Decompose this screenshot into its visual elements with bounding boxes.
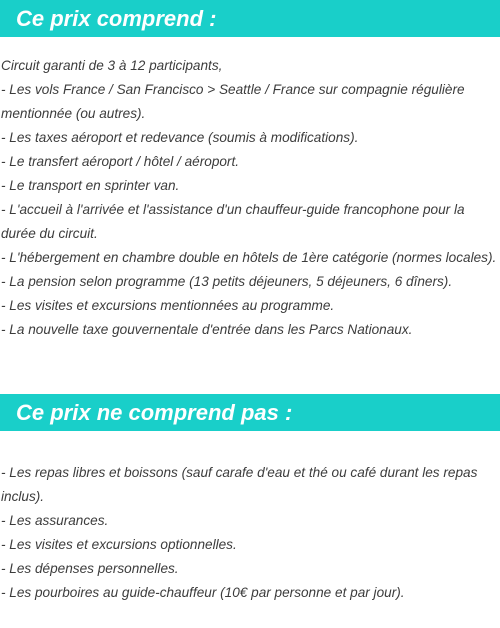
- included-item: - Le transport en sprinter van.: [1, 178, 180, 193]
- included-item: - Les vols France / San Francisco > Seattle / France sur compagnie régulière mentionnée (ou autres).: [1, 82, 465, 121]
- included-item: - Le transfert aéroport / hôtel / aéroport.: [1, 154, 240, 169]
- excluded-section-heading: Ce prix ne comprend pas :: [0, 394, 500, 431]
- excluded-item: - Les assurances.: [1, 513, 109, 528]
- excluded-item: - Les dépenses personnelles.: [1, 561, 179, 576]
- included-item: - La nouvelle taxe gouvernentale d'entrée dans les Parcs Nationaux.: [1, 322, 413, 337]
- included-item: - La pension selon programme (13 petits déjeuners, 5 déjeuners, 6 dîners).: [1, 274, 453, 289]
- included-item: - L'accueil à l'arrivée et l'assistance d'un chauffeur-guide francophone pour la durée du circuit.: [1, 202, 465, 241]
- included-item: - Les visites et excursions mentionnées au programme.: [1, 298, 335, 313]
- excluded-item: - Les visites et excursions optionnelles.: [1, 537, 237, 552]
- included-item: - L'hébergement en chambre double en hôtels de 1ère catégorie (normes locales).: [1, 250, 497, 265]
- excluded-item: - Les pourboires au guide-chauffeur (10€ par personne et par jour).: [1, 585, 405, 600]
- included-item: - Les taxes aéroport et redevance (soumis à modifications).: [1, 130, 359, 145]
- included-section-heading: Ce prix comprend :: [0, 0, 500, 37]
- included-item: Circuit garanti de 3 à 12 participants,: [1, 58, 223, 73]
- included-items-list: [0, 54, 500, 342]
- excluded-items-list: [0, 461, 500, 605]
- excluded-item: - Les repas libres et boissons (sauf carafe d'eau et thé ou café durant les repas inclus).: [1, 465, 478, 504]
